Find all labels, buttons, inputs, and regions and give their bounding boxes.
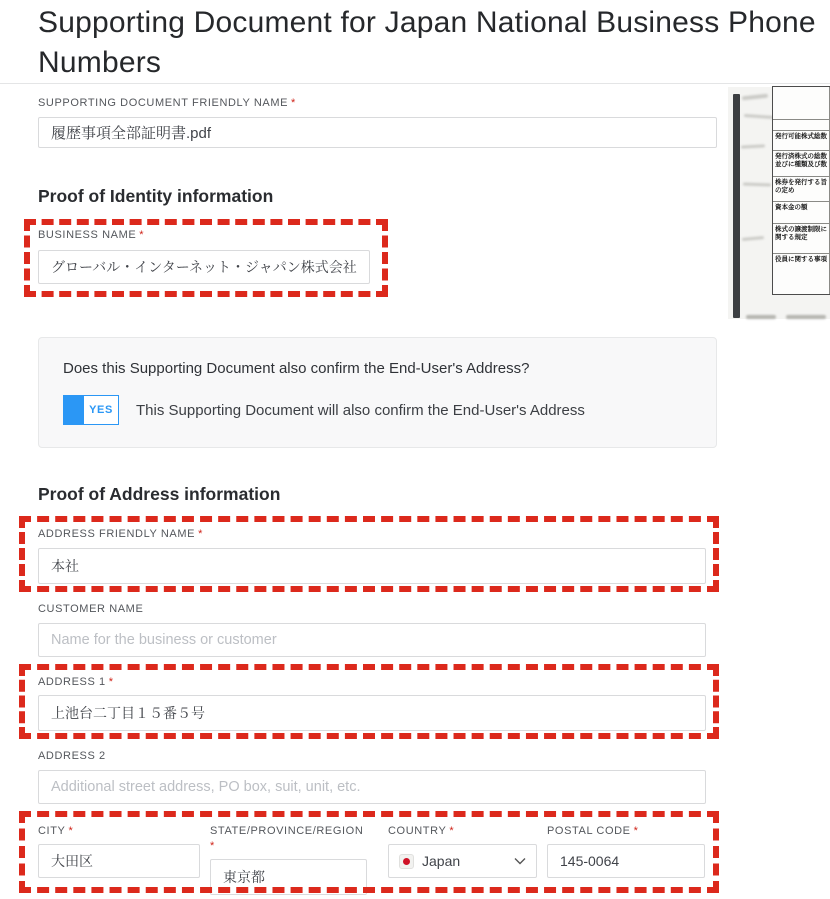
field-postal-code bbox=[547, 825, 705, 878]
business-name-label: BUSINESS NAME * bbox=[38, 229, 145, 241]
required-asterisk: * bbox=[210, 840, 215, 852]
address-friendly-name-input[interactable] bbox=[38, 548, 706, 584]
customer-name-input[interactable] bbox=[38, 623, 706, 657]
scanned-page bbox=[728, 87, 830, 319]
field-address-2 bbox=[38, 750, 717, 804]
scan-smudge bbox=[743, 183, 771, 187]
state-label: STATE/PROVINCE/REGION * bbox=[210, 825, 367, 853]
scan-caption-smudge bbox=[786, 315, 826, 319]
field-state-province-region bbox=[210, 825, 367, 895]
friendly-name-label: SUPPORTING DOCUMENT FRIENDLY NAME * bbox=[38, 97, 296, 109]
required-asterisk: * bbox=[633, 825, 639, 837]
customer-name-label: CUSTOMER NAME bbox=[38, 603, 144, 615]
geo-row bbox=[38, 825, 717, 895]
page-title bbox=[38, 3, 830, 83]
field-city bbox=[38, 825, 200, 878]
required-asterisk: * bbox=[108, 676, 114, 688]
required-asterisk: * bbox=[68, 825, 74, 837]
japan-flag-icon bbox=[399, 854, 414, 869]
page-title-line1: Supporting Document for Japan National Business Phone bbox=[38, 6, 816, 39]
address-1-input[interactable] bbox=[38, 695, 706, 731]
address-friendly-name-label: ADDRESS FRIENDLY NAME * bbox=[38, 528, 203, 540]
postal-code-input[interactable] bbox=[547, 844, 705, 878]
toggle-yes-label: YES bbox=[89, 404, 113, 416]
page-title-line2: Numbers bbox=[38, 46, 162, 79]
address-section-heading: Proof of Address information bbox=[38, 484, 281, 504]
country-label: COUNTRY * bbox=[388, 825, 455, 837]
page-header bbox=[0, 0, 830, 84]
field-address-friendly-name bbox=[38, 528, 717, 584]
scan-smudge bbox=[742, 236, 764, 241]
friendly-name-input[interactable] bbox=[38, 117, 717, 148]
chevron-down-icon bbox=[514, 857, 526, 865]
city-input[interactable] bbox=[38, 844, 200, 878]
identity-section-heading: Proof of Identity information bbox=[38, 186, 274, 206]
scan-smudge bbox=[742, 94, 768, 101]
address-1-label: ADDRESS 1 * bbox=[38, 676, 114, 688]
country-selected-value: Japan bbox=[422, 853, 461, 869]
address-2-label: ADDRESS 2 bbox=[38, 750, 106, 762]
field-country bbox=[388, 825, 537, 878]
required-asterisk: * bbox=[291, 97, 296, 109]
registry-table: 発行可能株式総数 発行済株式の総数並びに種類及び数 株券を発行する旨の定め 資本金の額 株式の譲渡制限に関する規定 役員に関する事項 bbox=[772, 86, 830, 295]
field-business-name bbox=[38, 229, 717, 284]
field-customer-name bbox=[38, 603, 717, 657]
required-asterisk: * bbox=[139, 229, 145, 241]
state-input[interactable] bbox=[210, 859, 367, 895]
required-asterisk: * bbox=[198, 528, 203, 540]
address-confirm-panel bbox=[38, 337, 717, 448]
document-preview-thumbnail[interactable] bbox=[728, 87, 830, 327]
address-confirm-question: Does this Supporting Document also confirm the End-User's Address? bbox=[63, 360, 530, 377]
scan-binding-bar bbox=[733, 94, 740, 318]
country-select[interactable] bbox=[388, 844, 537, 878]
city-label: CITY * bbox=[38, 825, 74, 837]
scan-smudge bbox=[744, 114, 774, 119]
scan-smudge bbox=[741, 144, 765, 148]
toggle-knob bbox=[64, 396, 84, 424]
postal-code-label: POSTAL CODE * bbox=[547, 825, 639, 837]
business-name-input[interactable] bbox=[38, 250, 370, 284]
field-supporting-document-friendly-name bbox=[38, 97, 717, 148]
address-confirm-description: This Supporting Document will also confirm the End-User's Address bbox=[136, 401, 585, 419]
scan-caption-smudge bbox=[746, 315, 776, 319]
address-2-input[interactable] bbox=[38, 770, 706, 804]
required-asterisk: * bbox=[449, 825, 455, 837]
field-address-1 bbox=[38, 676, 717, 731]
address-confirm-toggle[interactable] bbox=[63, 395, 119, 425]
